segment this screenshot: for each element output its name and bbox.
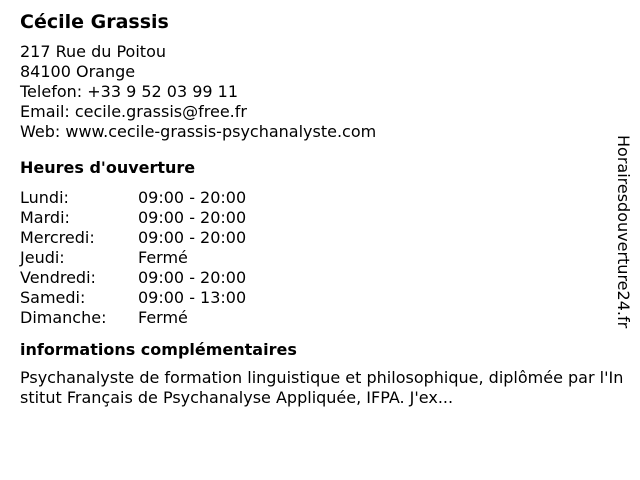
hours-row-monday bbox=[20, 188, 618, 208]
day-label: Dimanche: bbox=[20, 308, 107, 327]
hours-row-wednesday bbox=[20, 228, 618, 248]
day-hours: 09:00 - 20:00 bbox=[138, 188, 247, 207]
hours-row-tuesday bbox=[20, 208, 618, 228]
opening-hours-list bbox=[20, 188, 618, 328]
address-street: 217 Rue du Poitou bbox=[20, 42, 166, 61]
day-hours: 09:00 - 20:00 bbox=[138, 268, 247, 287]
email-line: Email: cecile.grassis@free.fr bbox=[20, 102, 247, 121]
site-watermark-label: Horairesdouverture24.fr bbox=[614, 135, 633, 329]
day-hours: Fermé bbox=[138, 308, 188, 327]
info-description: Psychanalyste de formation linguistique et philosophique, diplômée par l'Institut Français de Psychanalyse Appliquée, IFPA. J'ex... bbox=[20, 368, 624, 407]
business-name: Cécile Grassis bbox=[20, 11, 169, 33]
hours-row-thursday bbox=[20, 248, 618, 268]
day-label: Lundi: bbox=[20, 188, 69, 207]
day-hours: 09:00 - 20:00 bbox=[138, 228, 247, 247]
hours-row-friday bbox=[20, 268, 618, 288]
hours-row-sunday bbox=[20, 308, 618, 328]
web-line: Web: www.cecile-grassis-psychanalyste.com bbox=[20, 122, 377, 141]
day-label: Vendredi: bbox=[20, 268, 96, 287]
hours-row-saturday bbox=[20, 288, 618, 308]
info-heading: informations complémentaires bbox=[20, 340, 297, 359]
hours-heading: Heures d'ouverture bbox=[20, 158, 196, 177]
day-label: Mardi: bbox=[20, 208, 70, 227]
day-hours: 09:00 - 20:00 bbox=[138, 208, 247, 227]
contact-block bbox=[20, 42, 618, 142]
day-hours: Fermé bbox=[138, 248, 188, 267]
day-hours: 09:00 - 13:00 bbox=[138, 288, 247, 307]
day-label: Samedi: bbox=[20, 288, 86, 307]
address-city: 84100 Orange bbox=[20, 62, 136, 81]
day-label: Mercredi: bbox=[20, 228, 95, 247]
phone-line: Telefon: +33 9 52 03 99 11 bbox=[20, 82, 239, 101]
day-label: Jeudi: bbox=[20, 248, 65, 267]
